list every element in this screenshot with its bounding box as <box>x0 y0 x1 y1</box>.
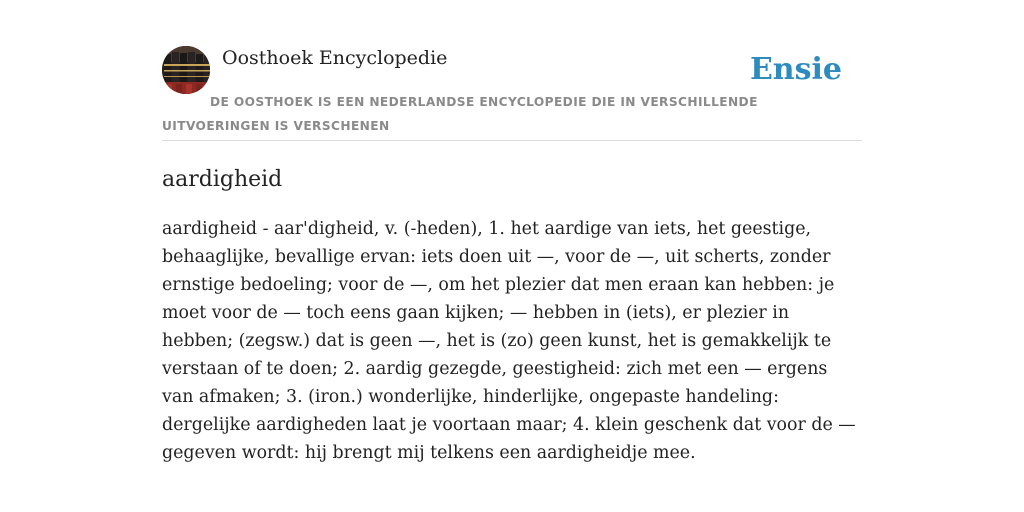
brand-logo[interactable]: Ensie <box>749 52 842 87</box>
page-container <box>162 46 862 467</box>
site-tagline: DE OOSTHOEK IS EEN NEDERLANDSE ENCYCLOPEDIE DIE IN VERSCHILLENDE UITVOERINGEN IS VERSCHENEN <box>162 95 758 133</box>
site-title[interactable]: Oosthoek Encyclopedie <box>222 47 448 69</box>
site-header <box>162 46 862 141</box>
entry-body: aardigheid - aar'digheid, v. (-heden), 1. het aardige van iets, het geestige, behaaglijke, bevallige ervan: iets doen uit —, voor de —, uit scherts, zonder ernstige bedoeling; voor de —, om het plezier dat men eraan kan hebben: je moet voor de — toch eens gaan kijken; — hebben in (iets), er plezier in hebben; (zegsw.) dat is geen —, het is (zo) geen kunst, het is gemakkelijk te verstaan of te doen; 2. aardig gezegde, geestigheid: zich met een — ergens van afmaken; 3. (iron.) wonderlijke, hinderlijke, ongepaste handeling: dergelijke aardigheden laat je voortaan maar; 4. klein geschenk dat voor de — gegeven wordt: hij brengt mij telkens een aardigheidje mee. <box>162 219 856 463</box>
book-spines-icon[interactable] <box>162 46 210 94</box>
entry-title: aardigheid <box>162 167 283 192</box>
